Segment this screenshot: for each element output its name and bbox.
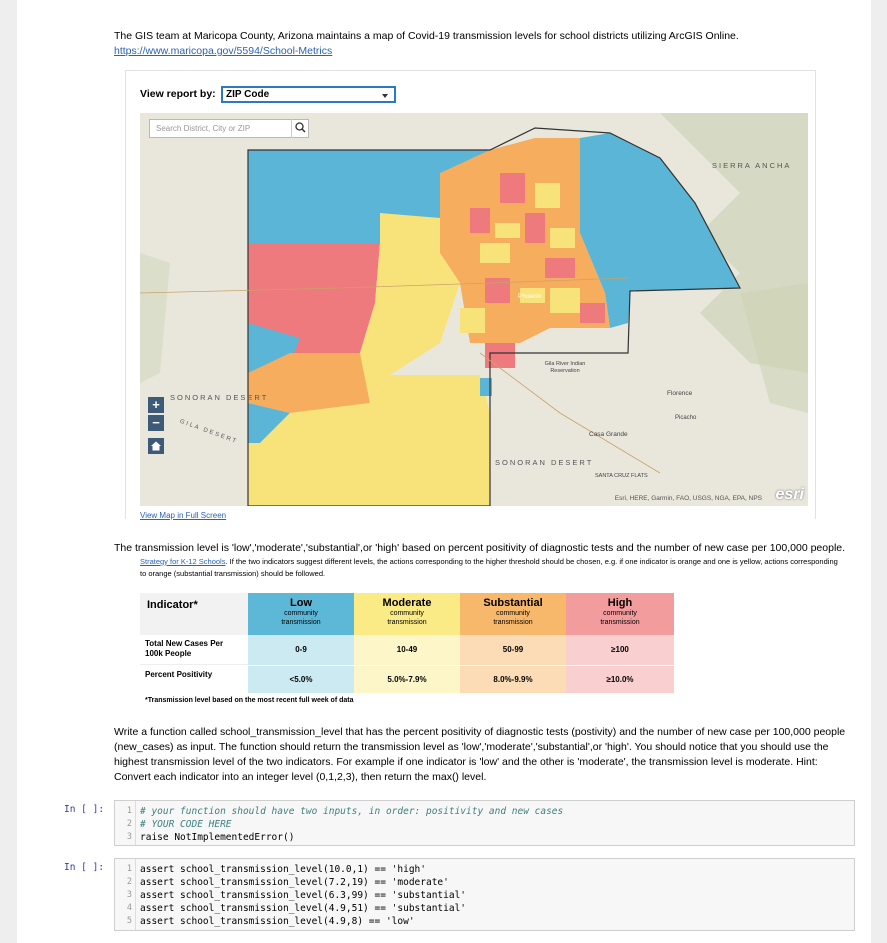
strategy-note: [140, 556, 840, 580]
level-header-substantial: [460, 593, 566, 635]
strategy-k12-link[interactable]: Strategy for K-12 Schools: [140, 557, 226, 566]
level-name-high: High: [607, 597, 633, 609]
code-line: raise NotImplementedError(): [140, 832, 295, 843]
map-label-florence: Florence: [667, 390, 693, 397]
cell-new-cases-high: ≥100: [566, 635, 674, 665]
level-header-high: [566, 593, 674, 635]
map-label-sonoran-desert-west: SONORAN DESERT: [170, 393, 269, 402]
map-search-button[interactable]: [291, 119, 310, 138]
level-name-moderate: Moderate: [382, 597, 432, 609]
view-map-full-screen-link[interactable]: View Map in Full Screen: [140, 511, 227, 520]
row-label-positivity: Percent Positivity: [140, 666, 248, 693]
level-sub-low: community transmission: [281, 610, 321, 626]
cell-positivity-low: <5.0%: [248, 666, 354, 693]
map-canvas: [140, 113, 808, 506]
indicator-table: [140, 593, 674, 707]
cell-positivity-substantial: 8.0%-9.9%: [460, 666, 566, 693]
strategy-note-text: . If the two indicators suggest different levels, the actions corresponding to the higher threshold should be chosen, e.g. if one indicator is orange and one is yellow, actions corresponding to orange (substantial transmission) should be followed.: [140, 557, 838, 578]
code-line: assert school_transmission_level(4.9,51) == 'substantial': [140, 903, 467, 914]
home-button[interactable]: [148, 438, 164, 454]
line-numbers: 1 2 3 4 5: [115, 859, 136, 930]
transmission-level-text: The transmission level is 'low','moderate','substantial',or 'high' based on percent positivity of diagnostic tests and the number of new case per 100,000 people.: [114, 542, 846, 554]
line-numbers: 1 2 3: [115, 801, 136, 845]
view-report-value: ZIP Code: [226, 89, 270, 100]
cell-new-cases-substantial: 50-99: [460, 635, 566, 665]
map-label-phoenix: Phoenix: [518, 293, 542, 300]
esri-logo: esri: [775, 486, 804, 503]
map-search-input[interactable]: Search District, City or ZIP: [149, 119, 309, 138]
view-report-label: View report by:: [140, 88, 216, 100]
cell-new-cases-moderate: 10-49: [354, 635, 460, 665]
code-line: # YOUR CODE HERE: [140, 819, 232, 830]
row-label-new-cases: Total New Cases Per 100k People: [140, 635, 248, 665]
home-icon: [148, 438, 164, 454]
zoom-out-button[interactable]: −: [148, 415, 164, 431]
cell-1-prompt: In [ ]:: [64, 804, 105, 815]
code-line: # your function should have two inputs, in order: positivity and new cases: [140, 806, 564, 817]
code-cell-2[interactable]: [114, 858, 855, 931]
chevron-down-icon: [382, 94, 388, 98]
map-label-picacho: Picacho: [675, 415, 697, 421]
school-metrics-link[interactable]: https://www.maricopa.gov/5594/School-Metrics: [114, 45, 333, 57]
view-report-select[interactable]: [221, 86, 396, 103]
table-footnote: *Transmission level based on the most recent full week of data: [145, 697, 354, 704]
level-header-low: [248, 593, 354, 635]
cell-positivity-moderate: 5.0%-7.9%: [354, 666, 460, 693]
code-line: assert school_transmission_level(10.0,1) == 'high': [140, 864, 426, 875]
level-name-substantial: Substantial: [483, 597, 543, 609]
cell-2-prompt: In [ ]:: [64, 862, 105, 873]
indicator-header: Indicator*: [140, 593, 248, 635]
covid-transmission-map[interactable]: [140, 113, 808, 506]
map-attribution: Esri, HERE, Garmin, FAO, USGS, NGA, EPA, NPS: [614, 495, 762, 502]
map-label-gila-desert: GILA DESERT: [178, 418, 239, 446]
code-line: assert school_transmission_level(6.3,99) == 'substantial': [140, 890, 467, 901]
map-label-santa-cruz-flats: SANTA CRUZ FLATS: [595, 473, 648, 479]
instructions-text: Write a function called school_transmission_level that has the percent positivity of diagnostic tests (postivity) and the number of new case per 100,000 people (new_cases) as input. The function should return the transmission level as 'low','moderate','substantial',or 'high'. You should notice that you should use the highest transmission level of the two indicators. For example if one indicator is 'low' and the other is 'moderate', the transmission level is moderate. Hint: Convert each indicator into an integer level (0,1,2,3), then return the max() level.: [114, 726, 846, 783]
search-icon: [292, 119, 309, 136]
code-line: assert school_transmission_level(7.2,19) == 'moderate': [140, 877, 449, 888]
code-line: assert school_transmission_level(4.9,8) == 'low': [140, 916, 415, 927]
level-sub-substantial: community transmission: [493, 610, 533, 626]
level-name-low: Low: [290, 597, 312, 609]
intro-text: The GIS team at Maricopa County, Arizona maintains a map of Covid-19 transmission levels for school districts utilizing ArcGIS Online.: [114, 30, 739, 42]
code-cell-1[interactable]: [114, 800, 855, 846]
level-header-moderate: [354, 593, 460, 635]
cell-positivity-high: ≥10.0%: [566, 666, 674, 693]
map-label-sonoran-desert-south: SONORAN DESERT: [495, 458, 594, 467]
map-label-sierra-ancha: SIERRA ANCHA: [712, 161, 792, 170]
cell-new-cases-low: 0-9: [248, 635, 354, 665]
map-label-gila-river: Gila River Indian Reservation: [544, 361, 586, 374]
zoom-in-button[interactable]: +: [148, 397, 164, 413]
level-sub-moderate: community transmission: [387, 610, 427, 626]
level-sub-high: community transmission: [600, 610, 640, 626]
map-label-casa-grande: Casa Grande: [589, 431, 628, 438]
